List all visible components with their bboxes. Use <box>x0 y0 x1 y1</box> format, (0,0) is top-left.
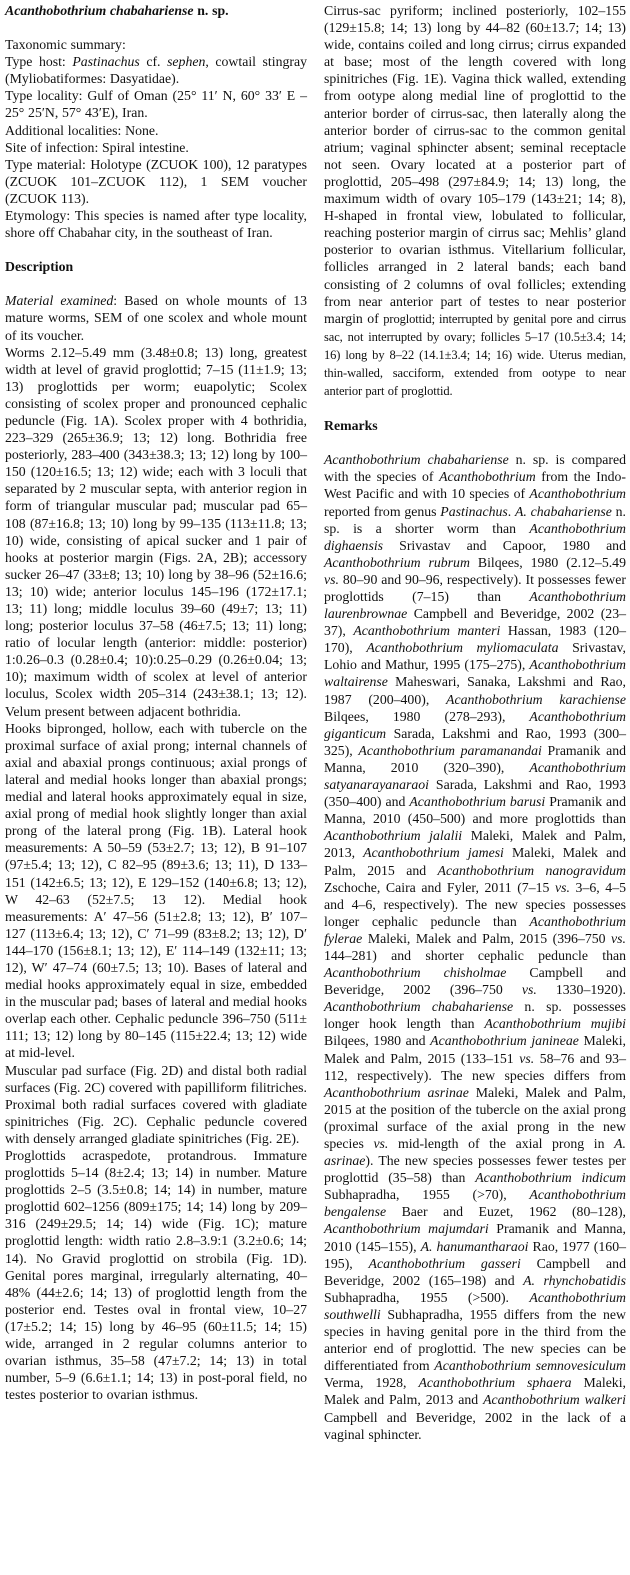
text-run-i: A. rhynchobatidis <box>523 1272 626 1288</box>
text-run: from the Indo-West Pacific and with 10 species of <box>324 469 627 502</box>
text-run: Taxonomic summary: <box>5 37 126 53</box>
text-run-i: A. chabahariense <box>514 503 612 519</box>
text-run: Srivastav and Capoor, 1980 and <box>383 537 630 553</box>
text-run: Subhapradha, 1955 (>500). <box>324 1272 630 1305</box>
text-run: Maheswari, Sanaka, Lakshmi and Rao, 1987 (200–400), <box>324 674 630 707</box>
text-run-i: Acanthobothrium indicum <box>475 1170 627 1186</box>
paragraph <box>324 2 630 400</box>
paragraph <box>5 292 311 343</box>
text-run: , cowtail stingray (Myliobatiformes: Dasyatidae). <box>5 54 311 87</box>
text-run: Subhapradha, 1955 differs from the new species in having genital pore in the third from the anterior end of proglottid. The new species can be differentiated from <box>324 1306 630 1374</box>
paragraph <box>5 1062 311 1147</box>
paragraph <box>5 139 307 156</box>
text-run-i: Acanthobothrium karachiense <box>446 691 626 707</box>
text-run-i: Acanthobothrium myliomaculata <box>366 640 559 656</box>
text-run-i: Acanthobothrium giganticum <box>324 708 630 741</box>
text-run-i: Acanthobothrium paramanandai <box>358 742 542 758</box>
text-run-i: Material examined <box>5 293 114 309</box>
text-run-cond: proglottid; interrupted by genital pore and cirrus sac, not interrupted by ovary; follicles 5–17 (10.5±3.4; 14; 16) long by 8–22 (14.1±3.4; 14; 16) wide. Uterus median, thin-walled, sacciform, extended from ootype to near anterior part of proglottid. <box>324 311 630 399</box>
paragraph <box>5 36 307 53</box>
text-run-i: Pastinachus <box>72 54 140 70</box>
text-run: 80–90 and 90–96, respectively). It possesses fewer proglottids (7–15) than <box>324 571 630 604</box>
text-run-b: n. sp. <box>193 3 229 18</box>
text-run: ). The new species possesses fewer testes per proglottid (35–58) than <box>324 1153 630 1186</box>
paragraph <box>5 720 311 1062</box>
text-run-i: A. asrinae <box>324 1136 630 1169</box>
text-run-i: Acanthobothrium dighaensis <box>324 520 630 553</box>
text-run: Rao, 1977 (160–195), <box>324 1238 626 1271</box>
text-run: Campbell and Beveridge, 2002 (165–198) and <box>324 1255 630 1288</box>
paragraph <box>5 344 311 720</box>
text-run-i: Acanthobothrium satyanarayanaraoi <box>324 759 630 793</box>
text-run: 144–281) and shorter cephalic peduncle than <box>324 930 630 963</box>
text-run-i: Acanthobothrium chabahariense <box>324 452 509 468</box>
text-run: reported from genus <box>324 486 630 519</box>
text-run-i: Acanthobothrium barusi <box>409 794 546 810</box>
text-run: Sarada, Lakshmi and Rao, 1993 (350–400) and <box>324 777 630 810</box>
text-run: Hassan, 1983 (120–170), <box>324 623 626 656</box>
text-run: Maleki, Malek and Palm, 2013, <box>324 828 630 861</box>
text-run: 1330–1920). <box>536 982 630 998</box>
text-run: Additional localities: None. <box>5 122 159 138</box>
text-run-i: Acanthobothrium laurenbrownae <box>324 589 630 622</box>
text-run: Cirrus-sac pyriform; inclined posteriorly, 102–155 (129±15.8; 14; 13) long by 44–82 (60±13.7; 14; 13) wide, contains coiled and long cirrus; cirrus expanded at base; most of the length covered with long spinitriches (Fig. 1E). Vagina thick walled, extending from ootype along medial line of proglottid to the anterior border of cirrus-sac, then laterally along the anterior border of cirrus-sac to the common genital atrium; vaginal sphincter absent; seminal receptacle not seen. Ovary located at a posterior part of proglottid, 205–498 (297±84.9; 14; 13) long, the maximum width of ovary 105–179 (143±21; 14; 8), H-shaped in frontal view, lobulated to follicular, reaching posterior margin of cirrus sac; Mehlis’ gland posterior to ovarian isthmus. Vitellarium follicular, follicles arranged in 2 lateral bands; each band consisting of 2 columns of oval follicles; extending from near anterior part of testes to near posterior margin of <box>324 3 630 326</box>
text-run: Maleki, Malek and Palm, 2015 at the position of the tubercle on the axial prong (proximal surface of the axial prong in the new species <box>324 1084 630 1151</box>
text-run: Bilqees, 1980 (278–293), <box>324 691 630 724</box>
paragraph <box>324 451 630 1442</box>
text-run-i: Acanthobothrium majumdari <box>324 1221 489 1237</box>
text-run: Description <box>5 259 74 275</box>
text-run-i: Acanthobothrium waltairense <box>324 657 630 690</box>
text-run: Maleki, Malek and Palm, 2015 (133–151 <box>324 1033 630 1066</box>
text-run: Campbell and Beveridge, 2002 (23–37), <box>324 606 626 639</box>
article-title <box>5 2 307 19</box>
text-run: Baer and Euzet, 1962 (80–128), <box>386 1204 630 1220</box>
text-run-i: Acanthobothrium southwelli <box>324 1289 630 1322</box>
text-run: : Based on whole mounts of 13 mature worms, SEM of one scolex and whole mount of its voucher. <box>5 293 311 343</box>
text-run-i: Acanthobothrium <box>439 469 536 485</box>
text-run: Zschoche, Caira and Fyler, 2011 (7–15 <box>324 862 630 895</box>
text-run: Maleki, Malek and Palm, 2015 (396–750 <box>362 930 612 946</box>
text-run: Pramanik and Manna, 2010 (450–500) and more proglottids than <box>324 794 630 827</box>
text-run: Sarada, Lakshmi and Rao, 1993 (300–325), <box>324 725 626 758</box>
text-run-i: Acanthobothrium chabahariense <box>324 999 514 1015</box>
text-run: n. sp. possesses longer hook length than <box>324 999 630 1032</box>
text-run: Type material: Holotype (ZCUOK 100), 12 paratypes (ZCUOK 101–ZCUOK 112), 1 SEM voucher (ZCUOK 113). <box>5 156 311 206</box>
text-run: Etymology: This species is named after type locality, shore off Chabahar city, in the southeast of Iran. <box>5 208 311 241</box>
text-run-i: vs. <box>519 1050 535 1066</box>
text-run-i: Acanthobothrium bengalense <box>324 1187 630 1220</box>
text-run: Srivastav, Lohio and Mathur, 1995 (175–275), <box>324 640 630 673</box>
section-heading <box>324 417 626 434</box>
text-run: n. sp. is a shorter worm than <box>324 503 630 536</box>
text-run-i: vs. <box>521 982 537 998</box>
paragraph <box>5 53 311 87</box>
paragraph <box>5 156 311 207</box>
text-run-i: Acanthobothrium manteri <box>353 623 501 639</box>
text-run-i: Acanthobothrium jamesi <box>363 845 504 861</box>
text-run: Campbell and Beveridge, 2002 in the lack of a vaginal sphincter. <box>324 1392 630 1442</box>
text-run-i: sephen <box>167 54 206 70</box>
text-run-i: Acanthobothrium nanogravidum <box>437 862 626 878</box>
paragraph <box>5 1147 311 1403</box>
text-run-i: vs. <box>555 879 570 895</box>
text-run: Pramanik and Manna, 2010 (320–390), <box>324 742 630 775</box>
text-run-i: Pastinachus <box>440 503 508 519</box>
text-run: mid-length of the axial prong in <box>388 1136 615 1151</box>
text-run: Type locality: Gulf of Oman (25° 11′ N, 60° 33′ E – 25° 25′N, 57° 43′E), Iran. <box>5 88 311 121</box>
text-run: Site of infection: Spiral intestine. <box>5 139 189 155</box>
text-run: Remarks <box>324 418 378 434</box>
text-run: Proglottids acraspedote, protandrous. Immature proglottids 5–14 (8±2.4; 13; 14) in number. Mature proglottids 2–5 (3.5±0.8; 14; 14) in number, mature proglottid 602–1256 (809±175; 14; 14) long by 209–316 (249±29.5; 14; 14) wide (Fig. 1C); mature proglottid length: width ratio 2.8–3.9:1 (3.2±0.6; 14; 14). No Gravid proglottid on strobila (Fig. 1D). Genital pores marginal, irregularly alternating, 40–48% (44±2.6; 14; 13) of proglottid length from the posterior end. Testes oval in frontal view, 10–27 (17±5.2; 14; 15) long by 46–95 (60±11.5; 14; 15) wide, arranged in 2 regular columns anterior to ovarian isthmus, 35–58 (47±7.2; 14; 13) in total number, 5–9 (6.6±1.1; 14; 13) in post-poral field, no testes posterior to ovarian isthmus. <box>5 1148 311 1403</box>
paragraph <box>5 87 311 121</box>
paragraph <box>5 207 311 241</box>
text-run-i: Acanthobothrium walkeri <box>483 1392 626 1408</box>
text-run: Maleki, Malek and Palm, 2013 and <box>324 1375 630 1408</box>
text-run: Subhapradha, 1955 (>70), <box>324 1170 630 1203</box>
text-run-i: vs. <box>373 1136 389 1151</box>
left-column <box>5 2 311 1575</box>
text-run: . <box>507 503 515 519</box>
text-run: Verma, 1928, <box>324 1358 630 1391</box>
right-column <box>324 2 630 1575</box>
text-run-i: Acanthobothrium mujibi <box>484 1016 626 1032</box>
text-run-i: Acanthobothrium rubrum <box>324 554 470 570</box>
text-run: Bilqees, 1980 and <box>324 1016 630 1049</box>
text-run-i: Acanthobothrium gasseri <box>368 1255 521 1271</box>
text-run-i: Acanthobothrium janineae <box>430 1033 579 1049</box>
text-run-i: vs. <box>324 571 339 587</box>
text-run-i: A. hanumantharaoi <box>420 1238 529 1254</box>
text-run-i: Acanthobothrium semnovesiculum <box>434 1358 626 1374</box>
text-run: Pramanik and Manna, 2010 (145–155), <box>324 1221 630 1254</box>
text-run-i: Acanthobothrium jalalii <box>324 828 463 844</box>
text-run: Maleki, Malek and Palm, 2015 and <box>324 845 630 878</box>
text-run: 3–6, 4–5 and 4–6, respectively). The new species possesses longer cephalic peduncle than <box>324 879 630 929</box>
text-run: Campbell and Beveridge, 2002 (396–750 <box>324 965 630 998</box>
text-run: 58–76 and 93–112, respectively). The new species differs from <box>324 1050 630 1083</box>
text-run-i: Acanthobothrium asrinae <box>324 1084 469 1100</box>
text-run: cf. <box>139 54 168 70</box>
text-run: Worms 2.12–5.49 mm (3.48±0.8; 13) long, greatest width at level of gravid proglottid; 7–15 (11±1.9; 13; 13) proglottids per worm; euapolytic; Scolex consisting of scolex proper and pronounced cephalic peduncle (Fig. 1A). Scolex proper with 4 bothridia, 223–329 (265±36.9; 13; 12) long. Bothridia free posteriorly, 283–400 (343±38.3; 13; 12) long by 100–150 (120±16.5; 13; 12) wide; each with 3 loculi that separated by 2 muscular septa, with anterior region in form of triangular muscular pad; muscular pad 65–108 (87±16.8; 13; 10) long by 99–135 (113±11.8; 13; 10) wide, consisting of apical sucker and 1 pair of hooks at posterior margin (Figs. 2A, 2B); accessory sucker 26–47 (33±8; 13; 10) long by 38–96 (52±16.6; 13; 10) wide; anterior loculus 145–196 (172±17.1; 13; 11) long; middle loculus 39–60 (49±7; 13; 11) long; posterior loculus 37–58 (46±7.5; 13; 11) long; ratio of locular length (anterior: middle: posterior) 1:0.26–0.3 (0.28±0.4; 10):0.25–0.29 (0.26±0.04; 13; 10); maximum width of scolex at level of anterior loculus, Scolex width 205–314 (243±38.1; 13; 12). Velum present between adjacent bothridia. <box>5 344 311 719</box>
text-run-i: Acanthobothrium <box>529 486 626 502</box>
text-run: Muscular pad surface (Fig. 2D) and distal both radial surfaces (Fig. 2C) covered with papilliform filitriches. Proximal both radial surfaces covered with gladiate spinitriches (Fig. 2C). Cephalic peduncle covered with densely arranged gladiate spinitriches (Fig. 2E). <box>5 1062 311 1146</box>
text-run-i: Acanthobothrium chisholmae <box>324 965 507 981</box>
text-run: n. sp. is compared with the species of <box>324 452 630 485</box>
text-run: Bilqees, 1980 (2.12–5.49 <box>469 554 630 570</box>
paragraph <box>5 122 307 139</box>
text-run: Hooks bipronged, hollow, each with tubercle on the proximal surface of axial prong; internal channels of axial and abaxial prongs continuous; axial prongs of lateral and medial hooks longer than abaxial prongs; medial and lateral hooks approximately equal in size, axial prong of medial hook slightly longer than axial prong of the lateral prong (Fig. 1B). Lateral hook measurements: A 50–59 (53±2.7; 13; 12), B 91–107 (97±5.4; 13; 12), C 82–95 (89±3.6; 13; 11), D 133–151 (142±6.5; 13; 12), E 129–152 (140±6.8; 13; 12), W 42–63 (52±7.5; 13 12). Medial hook measurements: A′ 47–56 (51±2.8; 13; 12), B′ 107–127 (113±6.4; 13; 12), C′ 71–99 (83±8.2; 13; 12), D′ 144–170 (156±8.1; 13; 12), E′ 114–149 (132±11; 13; 12), W′ 47–74 (60±7.5; 13; 10). Bases of lateral and medial hooks approximately equal in size, embedded in the muscular pad; bases of lateral and medial hooks overlap each other. Cephalic peduncle 396–750 (511± 111; 13; 12) long by 80–145 (115±22.4; 13; 12) wide at mid-level. <box>5 720 311 1061</box>
text-run-i: vs. <box>611 930 626 946</box>
text-run: Type host: <box>5 54 73 70</box>
section-heading <box>5 258 307 275</box>
text-run-bi: Acanthobothrium chabahariense <box>5 3 194 18</box>
text-run-i: Acanthobothrium fylerae <box>324 913 630 946</box>
text-run-i: Acanthobothrium sphaera <box>418 1375 572 1391</box>
